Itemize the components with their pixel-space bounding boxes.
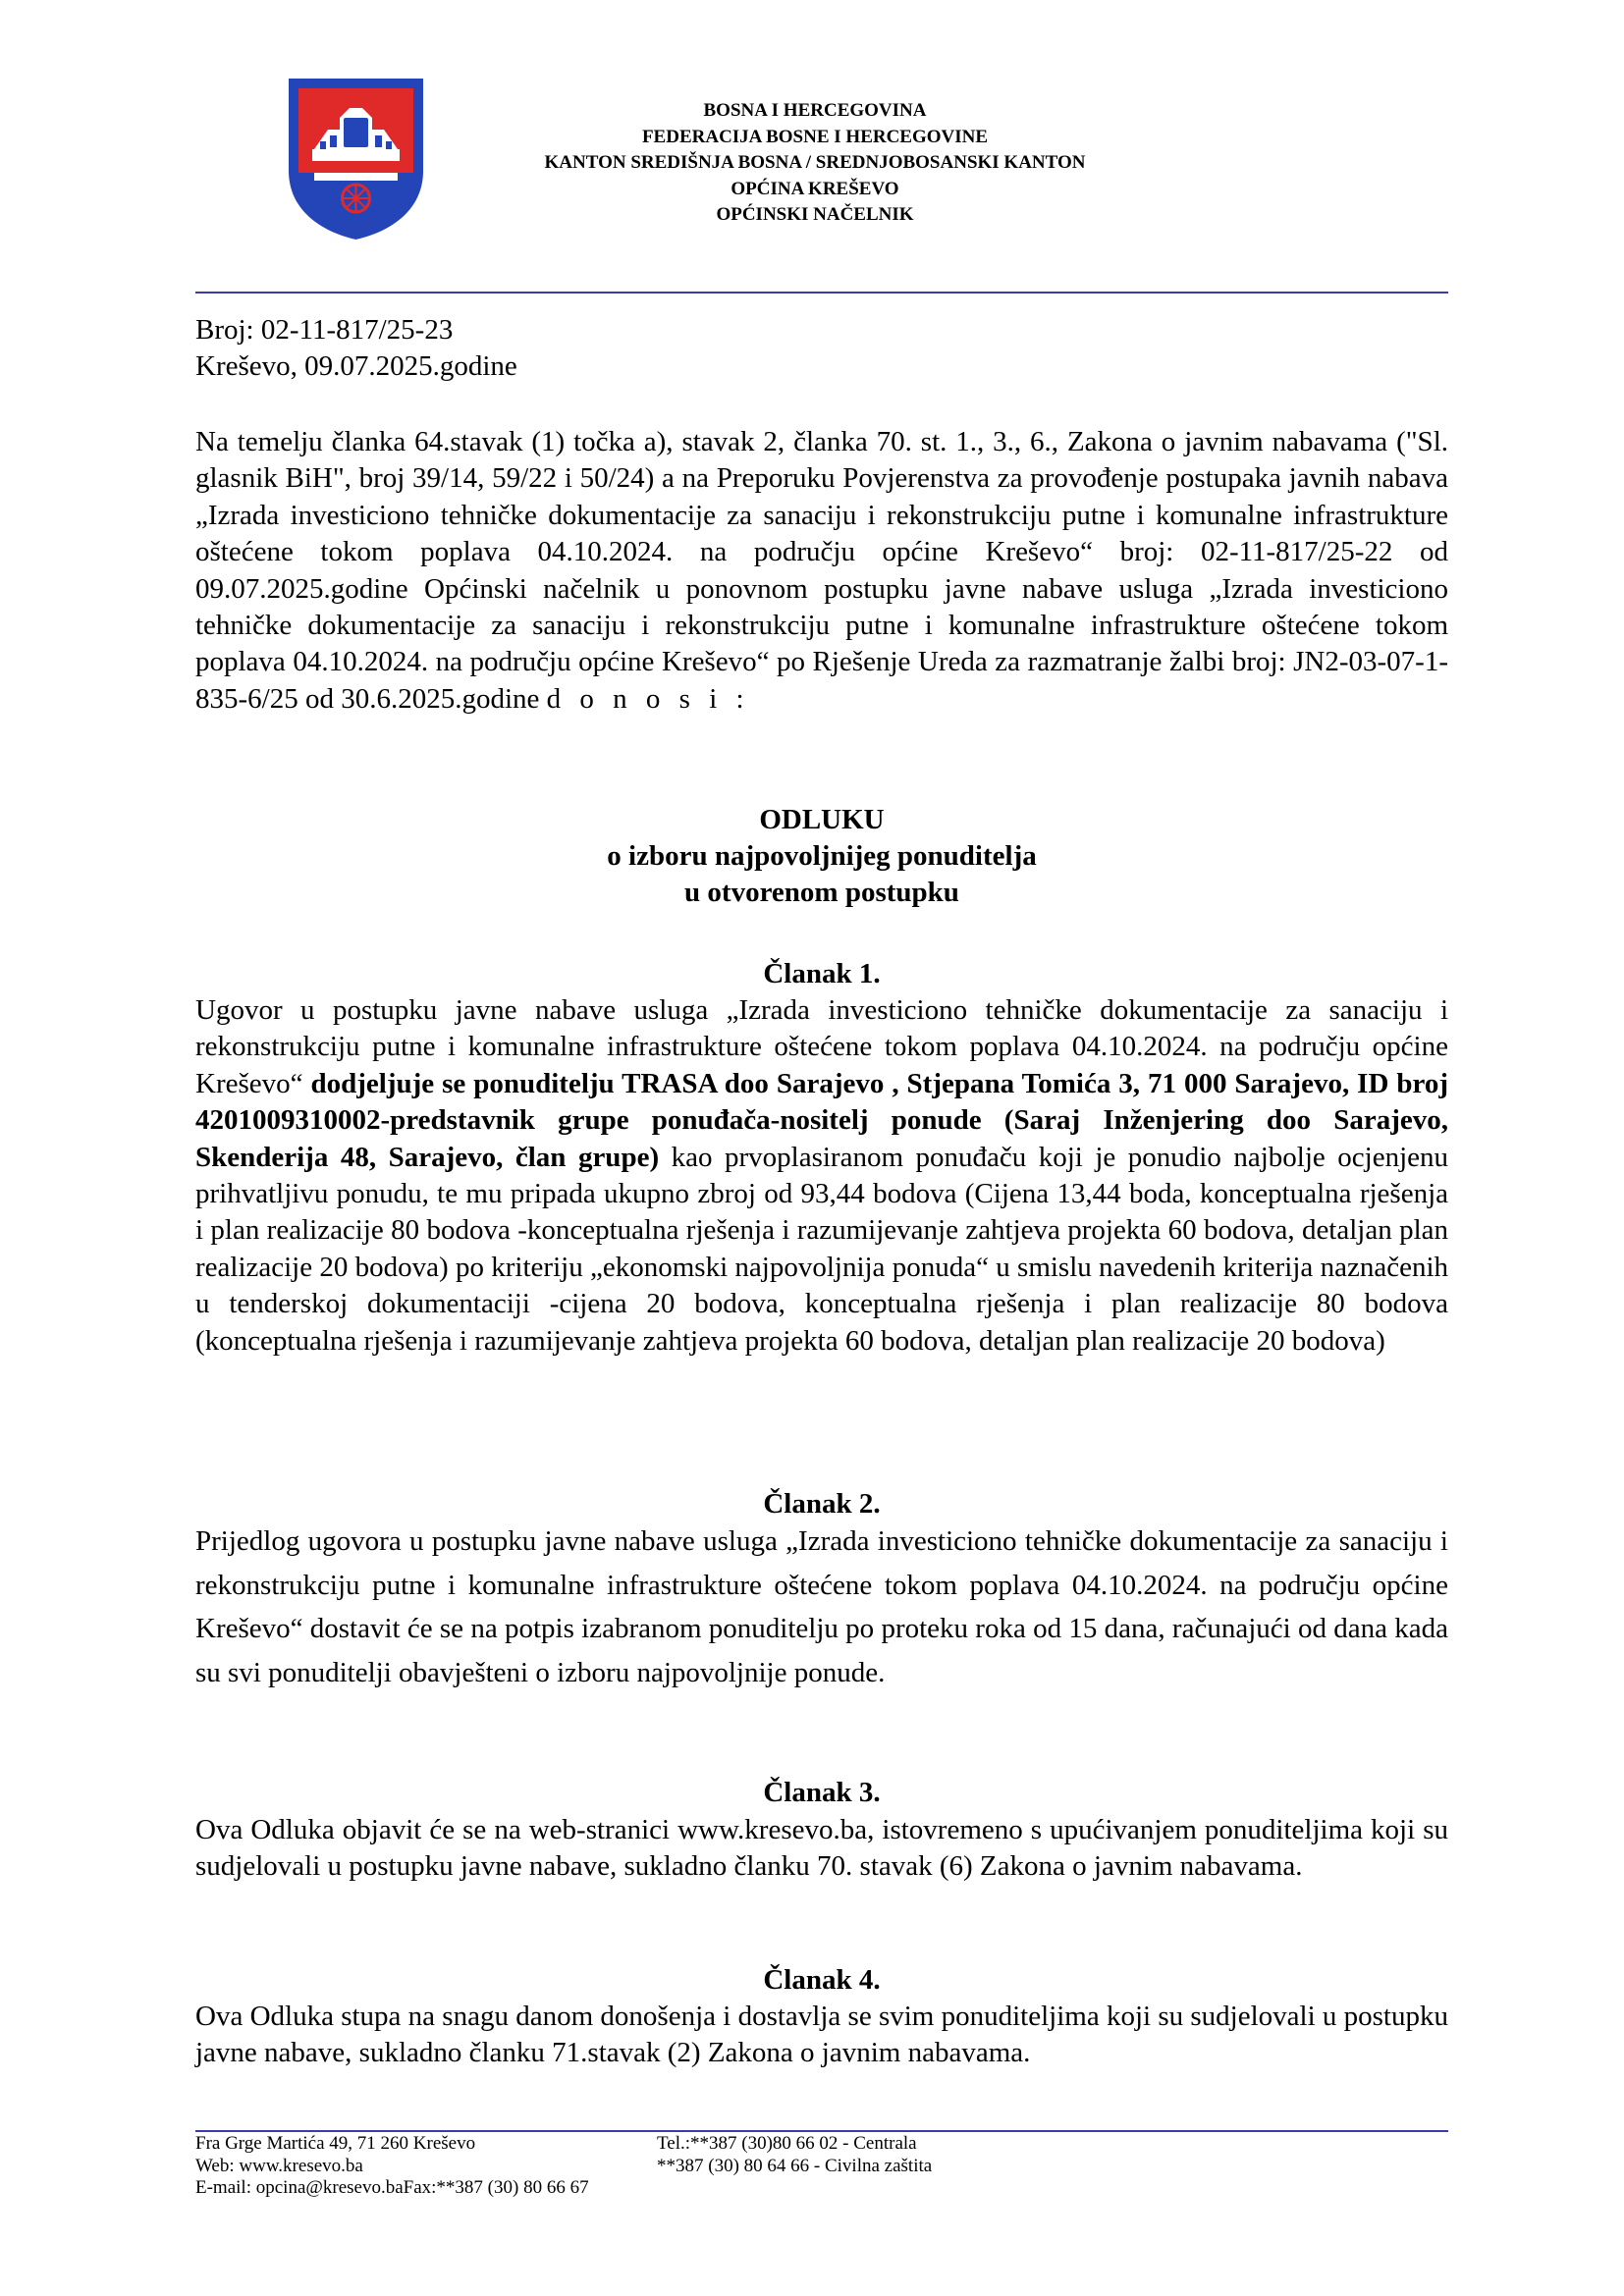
intro-paragraph (195, 424, 1448, 718)
letterhead (471, 98, 1159, 229)
intro-text: Na temelju članka 64.stavak (1) točka a), stavak 2, članka 70. st. 1., 3., 6., Zakona o javnim nabavama ("Sl. glasnik BiH", broj 39/14, 59/22 i 50/24) a na Preporuku Povjerenstva za provođenje postupaka javnih nabava „Izrada investiciono tehničke dokumentacije za sanaciju i rekonstrukciju putne i komunalne infrastrukture oštećene tokom poplava 04.10.2024. na području općine Kreševo“ broj: 02-11-817/25-22 od 09.07.2025.godine Općinski načelnik u ponovnom postupku javne nabave usluga „Izrada investiciono tehničke dokumentacije za sanaciju i rekonstrukciju putne i komunalne infrastrukture oštećene tokom poplava 04.10.2024. na području općine Kreševo“ po Rješenje Ureda za razmatranje žalbi broj: JN2-03-07-1-835-6/25 od 30.6.2025.godine (195, 426, 1448, 715)
footer-address: Fra Grge Martića 49, 71 260 Kreševo (195, 2133, 476, 2154)
footer-email-fax: E-mail: opcina@kresevo.baFax:**387 (30) 80 66 67 (195, 2177, 589, 2198)
footer-web: Web: www.kresevo.ba (195, 2155, 363, 2176)
article-1-text (195, 992, 1448, 1360)
article-1-text-before: Ugovor u postupku javne nabave usluga „Izrada investiciono tehničke dokumentacije za sanaciju i rekonstrukciju putne i komunalne infrastrukture oštećene tokom poplava 04.10.2024. na području općine Kreševo“ (195, 994, 1448, 1099)
article-3-heading: Članak 3. (763, 1777, 881, 1808)
article-1-heading: Članak 1. (763, 958, 881, 989)
reference-block (195, 312, 1448, 385)
article-1-text-after: kao prvoplasiranom ponuđaču koji je ponudio najbolje ocjenjenu prihvatljivu ponudu, te mu pripada ukupno zbroj od 93,44 bodova (Cijena 13,44 boda, konceptualna rješenja i plan realizacije 80 bodova -konceptualna rješenja i razumijevanje zahtjeva projekta 60 bodova, detaljan plan realizacije 20 bodova) po kriteriju „ekonomski najpovoljnija ponuda“ u smislu navedenih kriterija naznačenih u tenderskoj dokumentaciji -cijena 20 bodova, konceptualna rješenja i plan realizacije 80 bodova (konceptualna rješenja i razumijevanje zahtjeva projekta 60 bodova, detaljan plan realizacije 20 bodova) (195, 1141, 1449, 1357)
letterhead-federation: FEDERACIJA BOSNE I HERCEGOVINE (641, 126, 989, 147)
decision-title (195, 802, 1448, 911)
footer-divider (195, 2130, 1448, 2132)
header-divider (195, 292, 1448, 294)
letterhead-country: BOSNA I HERCEGOVINA (703, 100, 927, 121)
footer-phone-central: Tel.:**387 (30)80 66 02 - Centrala (657, 2133, 917, 2154)
article-4-heading: Članak 4. (763, 1964, 881, 1996)
footer-phone-civil: **387 (30) 80 64 66 - Civilna zaštita (657, 2155, 933, 2176)
article-3-text: Ova Odluka objavit će se na web-stranici www.kresevo.ba, istovremeno s upućivanjem ponuditeljima koji su sudjelovali u postupku javne nabave, sukladno članku 70. stavak (6) Zakona o javnim nabavama. (195, 1814, 1448, 1882)
article-1-awardee: dodjeljuje se ponuditelju TRASA doo Sarajevo , Stjepana Tomića 3, 71 000 Sarajevo, ID broj 4201009310002-predstavnik grupe ponuđača-nositelj ponude (Saraj Inženjering doo Sarajevo, Skenderija 48, Sarajevo, član grupe) (195, 1067, 1448, 1173)
letterhead-canton: KANTON SREDIŠNJA BOSNA / SREDNJOBOSANSKI KANTON (544, 152, 1086, 173)
title-main: ODLUKU (759, 804, 885, 835)
municipality-crest-logo (285, 75, 427, 241)
article-4-text: Ova Odluka stupa na snagu danom donošenja i dostavlja se svim ponuditeljima koji su sudjelovali u postupku javne nabave, sukladno članku 71.stavak (2) Zakona o javnim nabavama. (195, 2001, 1448, 2068)
article-2-heading: Članak 2. (763, 1488, 881, 1520)
reference-number: Broj: 02-11-817/25-23 (195, 314, 454, 346)
article-2-text: Prijedlog ugovora u postupku javne nabave usluga „Izrada investiciono tehničke dokumentacije za sanaciju i rekonstrukciju putne i komunalne infrastrukture oštećene tokom poplava 04.10.2024. na području općine Kreševo“ dostavit će se na potpis izabranom ponuditelju po proteku roka od 15 dana, računajući od dana kada su svi ponuditelji obavješteni o izboru najpovoljnije ponude. (195, 1525, 1448, 1688)
title-subtitle-2: u otvorenom postupku (684, 877, 959, 908)
intro-verb: d o n o s i : (546, 682, 750, 715)
letterhead-office: OPĆINSKI NAČELNIK (716, 204, 914, 225)
reference-place-date: Kreševo, 09.07.2025.godine (195, 350, 517, 382)
title-subtitle-1: o izboru najpovoljnijeg ponuditelja (607, 840, 1037, 872)
letterhead-municipality: OPĆINA KREŠEVO (731, 178, 899, 199)
